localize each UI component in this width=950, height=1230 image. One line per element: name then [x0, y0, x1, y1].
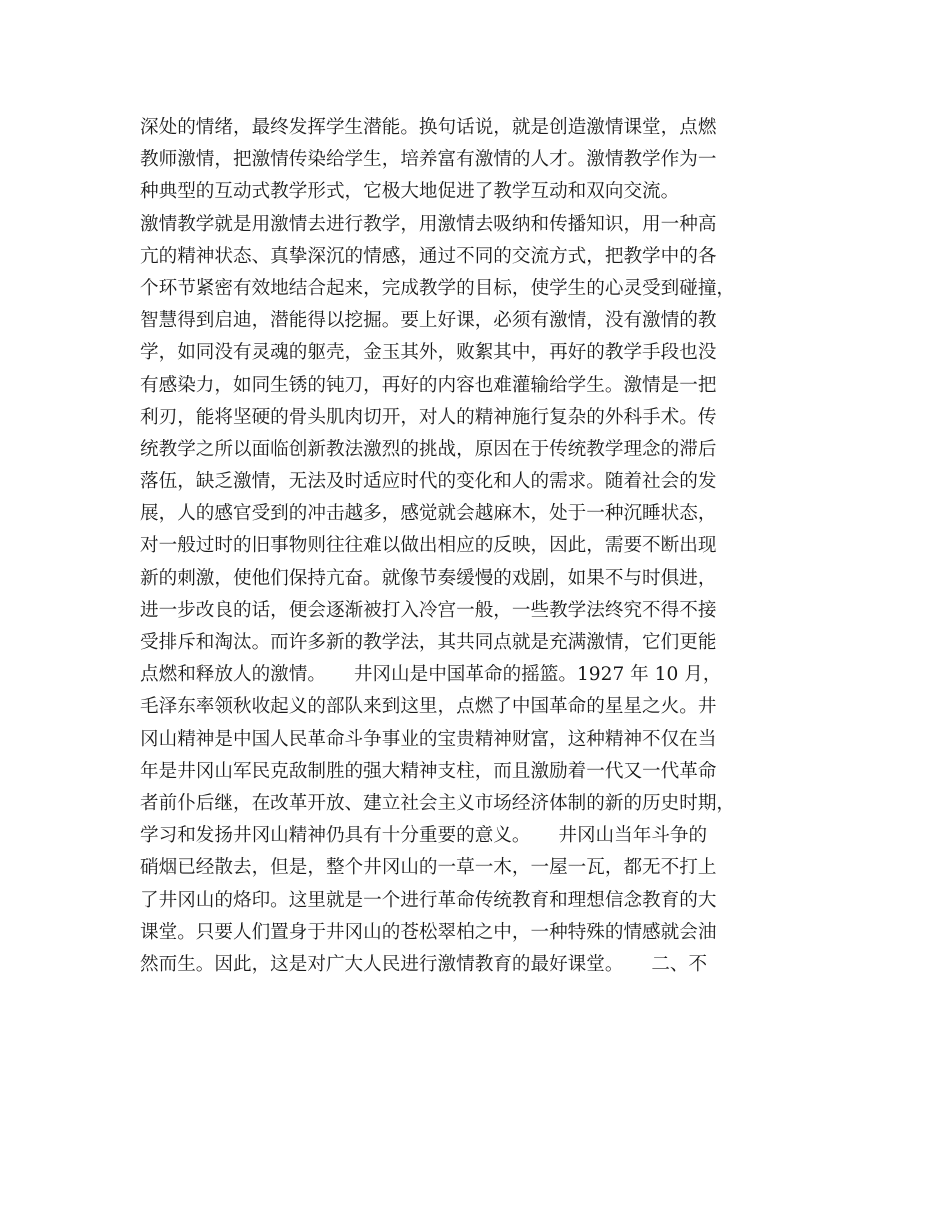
text-line: 硝烟已经散去，但是，整个井冈山的一草一木，一屋一瓦，都无不打上	[140, 857, 717, 879]
text-line: 亢的精神状态、真挚深沉的情感，通过不同的交流方式，把教学中的各	[140, 245, 717, 267]
text-line: 学习和发扬井冈山精神仍具有十分重要的意义。 井冈山当年斗争的	[140, 825, 708, 847]
text-line: 智慧得到启迪，潜能得以挖掘。要上好课，必须有激情，没有激情的教	[140, 310, 717, 332]
text-line: 教师激情，把激情传染给学生，培养富有激情的人才。激情教学作为一	[140, 149, 717, 171]
text-line: 课堂。只要人们置身于井冈山的苍松翠柏之中，一种特殊的情感就会油	[140, 921, 717, 943]
text-line: 有感染力，如同生锈的钝刀，再好的内容也难灌输给学生。激情是一把	[140, 374, 717, 396]
text-line: 统教学之所以面临创新教法激烈的挑战，原因在于传统教学理念的滞后	[140, 438, 717, 460]
text-line: 利刃，能将坚硬的骨头肌肉切开，对人的精神施行复杂的外科手术。传	[140, 406, 717, 428]
text-line: 进一步改良的话，便会逐渐被打入冷宫一般，一些教学法终究不得不接	[140, 599, 717, 621]
text-line: 年是井冈山军民克敌制胜的强大精神支柱，而且激励着一代又一代革命	[140, 760, 717, 782]
body-text	[140, 112, 840, 981]
text-line: 新的刺激，使他们保持亢奋。就像节奏缓慢的戏剧，如果不与时俱进，	[140, 567, 717, 589]
text-line: 冈山精神是中国人民革命斗争事业的宝贵精神财富，这种精神不仅在当	[140, 728, 717, 750]
text-line: 了井冈山的烙印。这里就是一个进行革命传统教育和理想信念教育的大	[140, 889, 717, 911]
text-line: 展，人的感官受到的冲击越多，感觉就会越麻木，处于一种沉睡状态，	[140, 503, 717, 525]
text-line: 者前仆后继，在改革开放、建立社会主义市场经济体制的新的历史时期，	[140, 792, 736, 814]
text-line: 毛泽东率领秋收起义的部队来到这里，点燃了中国革命的星星之火。井	[140, 696, 717, 718]
text-line: 受排斥和淘汰。而许多新的教学法，其共同点就是充满激情，它们更能	[140, 632, 717, 653]
text-line: 落伍，缺乏激情，无法及时适应时代的变化和人的需求。随着社会的发	[140, 471, 717, 493]
text-line: 个环节紧密有效地结合起来，完成教学的目标，使学生的心灵受到碰撞，	[140, 277, 736, 299]
text-line: 对一般过时的旧事物则往往难以做出相应的反映，因此，需要不断出现	[140, 535, 717, 557]
text-line: 深处的情绪，最终发挥学生潜能。换句话说，就是创造激情课堂，点燃	[140, 117, 717, 138]
text-line: 学，如同没有灵魂的躯壳，金玉其外，败絮其中，再好的教学手段也没	[140, 342, 717, 364]
text-line: 种典型的互动式教学形式，它极大地促进了教学互动和双向交流。	[140, 181, 680, 203]
text-line: 点燃和释放人的激情。 井冈山是中国革命的摇篮。1927 年 10 月，	[140, 664, 722, 686]
text-line: 然而生。因此，这是对广大人民进行激情教育的最好课堂。 二、不	[140, 953, 708, 975]
text-line: 激情教学就是用激情去进行教学，用激情去吸纳和传播知识，用一种高	[140, 213, 717, 235]
